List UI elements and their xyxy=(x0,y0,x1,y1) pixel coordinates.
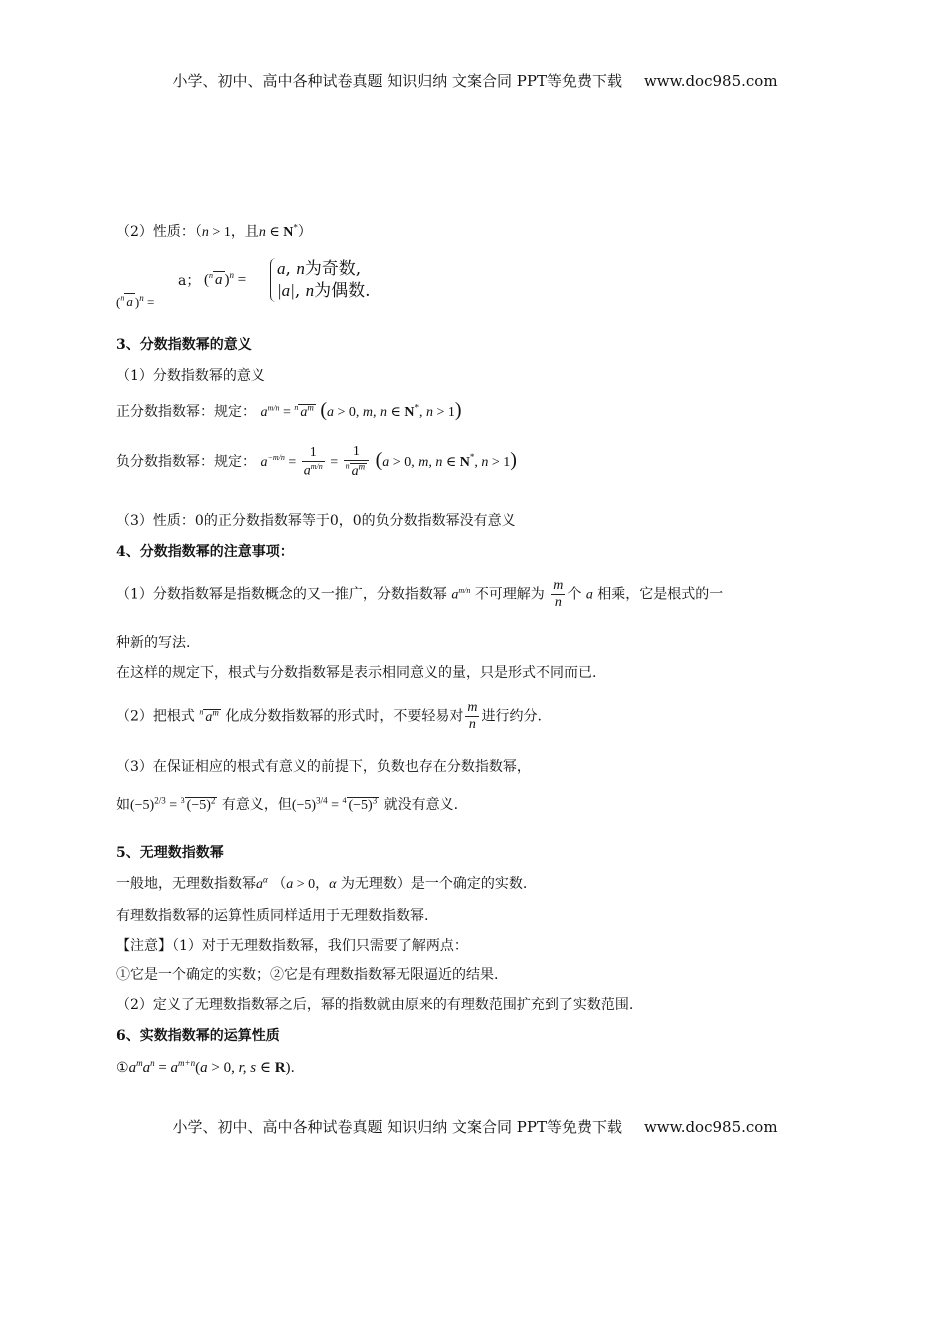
sec5-p1-c: ， xyxy=(315,876,330,892)
sec4-p1-f: 在这样的规定下，根式与分数指数幂是表示相同意义的量，只是形式不同而已. xyxy=(116,665,597,681)
sec6-mark: ① xyxy=(116,1060,129,1076)
footer-text: 小学、初中、高中各种试卷真题 知识归纳 文案合同 PPT等免费下载 xyxy=(172,1118,622,1136)
sec4-p3: （3）在保证相应的根式有意义的前提下，负数也存在分数指数幂， xyxy=(116,759,531,775)
sec4-p2-a: （2）把根式 xyxy=(116,708,195,725)
sec5-p1-a: 一般地，无理数指数幂 xyxy=(116,876,256,892)
prop2-label: （2）性质：（ xyxy=(116,224,202,240)
semicolon-a: a； xyxy=(178,273,201,289)
page-footer xyxy=(0,1116,950,1137)
sec4-ex-b: 有意义，但 xyxy=(221,797,292,813)
sec5-note2: （2）定义了无理数指数幂之后，幂的指数就由原来的有理数范围扩充到了实数范围. xyxy=(116,997,634,1013)
sec4-example: 如$(-5)^{2/3} = ^3$ $(-5)^2$ 有意义，但$(-5)^{3/4} = ^4$ $(-5)^3$ 就没有意义. xyxy=(116,795,459,813)
sec4-p1-a: （1）分数指数幂是指数概念的又一推广，分数指数幂 xyxy=(116,586,447,603)
prop2-line: （2）性质：（n > 1，且n ∈ N*） xyxy=(116,222,312,240)
sec4-p2: （2）把根式 $^n$ $a^m$ 化成分数指数幂的形式时，不要轻易对 $\frac{m}{n}$ 进行约分. xyxy=(116,700,542,732)
sec5-note: 【注意】（1）对于无理数指数幂，我们只需要了解两点： xyxy=(116,938,468,954)
sec4-p1-b: 不可理解为 xyxy=(474,586,545,603)
sec3-sub3: （3）性质：0的正分数指数幂等于0，0的负分数指数幂没有意义 xyxy=(116,513,516,529)
sec5-p1-b: （ xyxy=(272,876,287,892)
page-header xyxy=(0,70,950,91)
sec6-title: 6、实数指数幂的运算性质 xyxy=(116,1028,280,1044)
sec4-p1: （1）分数指数幂是指数概念的又一推广，分数指数幂 $a^{m/n}$ 不可理解为 $\frac{m}{n}$ 个 a 相乘，它是根式的一 xyxy=(116,578,724,610)
odd-case: 为奇数, xyxy=(304,259,362,279)
sec4-p2-b: 化成分数指数幂的形式时，不要轻易对 xyxy=(225,708,464,725)
sec4-p2-c: 进行约分. xyxy=(481,708,542,725)
header-text: 小学、初中、高中各种试卷真题 知识归纳 文案合同 PPT等免费下载 xyxy=(172,72,622,90)
even-case: 为偶数. xyxy=(314,281,371,301)
sec5-p1: 一般地，无理数指数幂$a^\alpha$ （a > 0，α 为无理数）是一个确定的实数. xyxy=(116,874,528,892)
sec6-p1: $①a^ma^n = a^{m+n}(a > 0$, r, s ∈ R). xyxy=(116,1058,295,1076)
sec5-title: 5、无理数指数幂 xyxy=(116,845,224,861)
neg-label: 负分数指数幂：规定： xyxy=(116,453,256,470)
sec5-p2: 有理数指数幂的运算性质同样适用于无理数指数幂. xyxy=(116,908,429,924)
sec5-note1: ①它是一个确定的实数；②它是有理数指数幂无限逼近的结果. xyxy=(116,967,499,983)
prop2-tail: ） xyxy=(297,224,312,240)
footer-site: www.doc985.com xyxy=(643,1118,778,1136)
neg-frac-line: 负分数指数幂：规定： $a^{-m/n}$ = $\frac{1}{a^{m/n}}$ = $\frac{1}{^n a^m}$ (a > 0, m, n ∈ N*, n > 1) xyxy=(116,444,517,479)
sec5-p1-d: 为无理数）是一个确定的实数. xyxy=(340,876,528,892)
sec4-p1-d: 相乘，它是根式的一 xyxy=(597,586,724,603)
sec4-p1-c: 个 xyxy=(567,586,582,603)
sec3-title: 3、分数指数幂的意义 xyxy=(116,337,252,353)
pos-frac-line: 正分数指数幂：规定： $a^{m/n} = ^n$ $a^m$ (a > 0, m, n ∈ N*, n > 1) xyxy=(116,399,462,421)
header-site: www.doc985.com xyxy=(643,72,778,90)
sec4-ex-c: 就没有意义. xyxy=(383,797,459,813)
sec4-ex-a: 如 xyxy=(116,797,130,813)
prop2-and: ，且 xyxy=(230,224,259,240)
sec4-p1-e: 种新的写法. xyxy=(116,635,191,651)
pos-label: 正分数指数幂：规定： xyxy=(116,404,256,420)
sec6-end: . xyxy=(290,1060,295,1076)
sec3-sub1: （1）分数指数幂的意义 xyxy=(116,368,265,384)
sec4-title: 4、分数指数幂的注意事项： xyxy=(116,544,294,560)
